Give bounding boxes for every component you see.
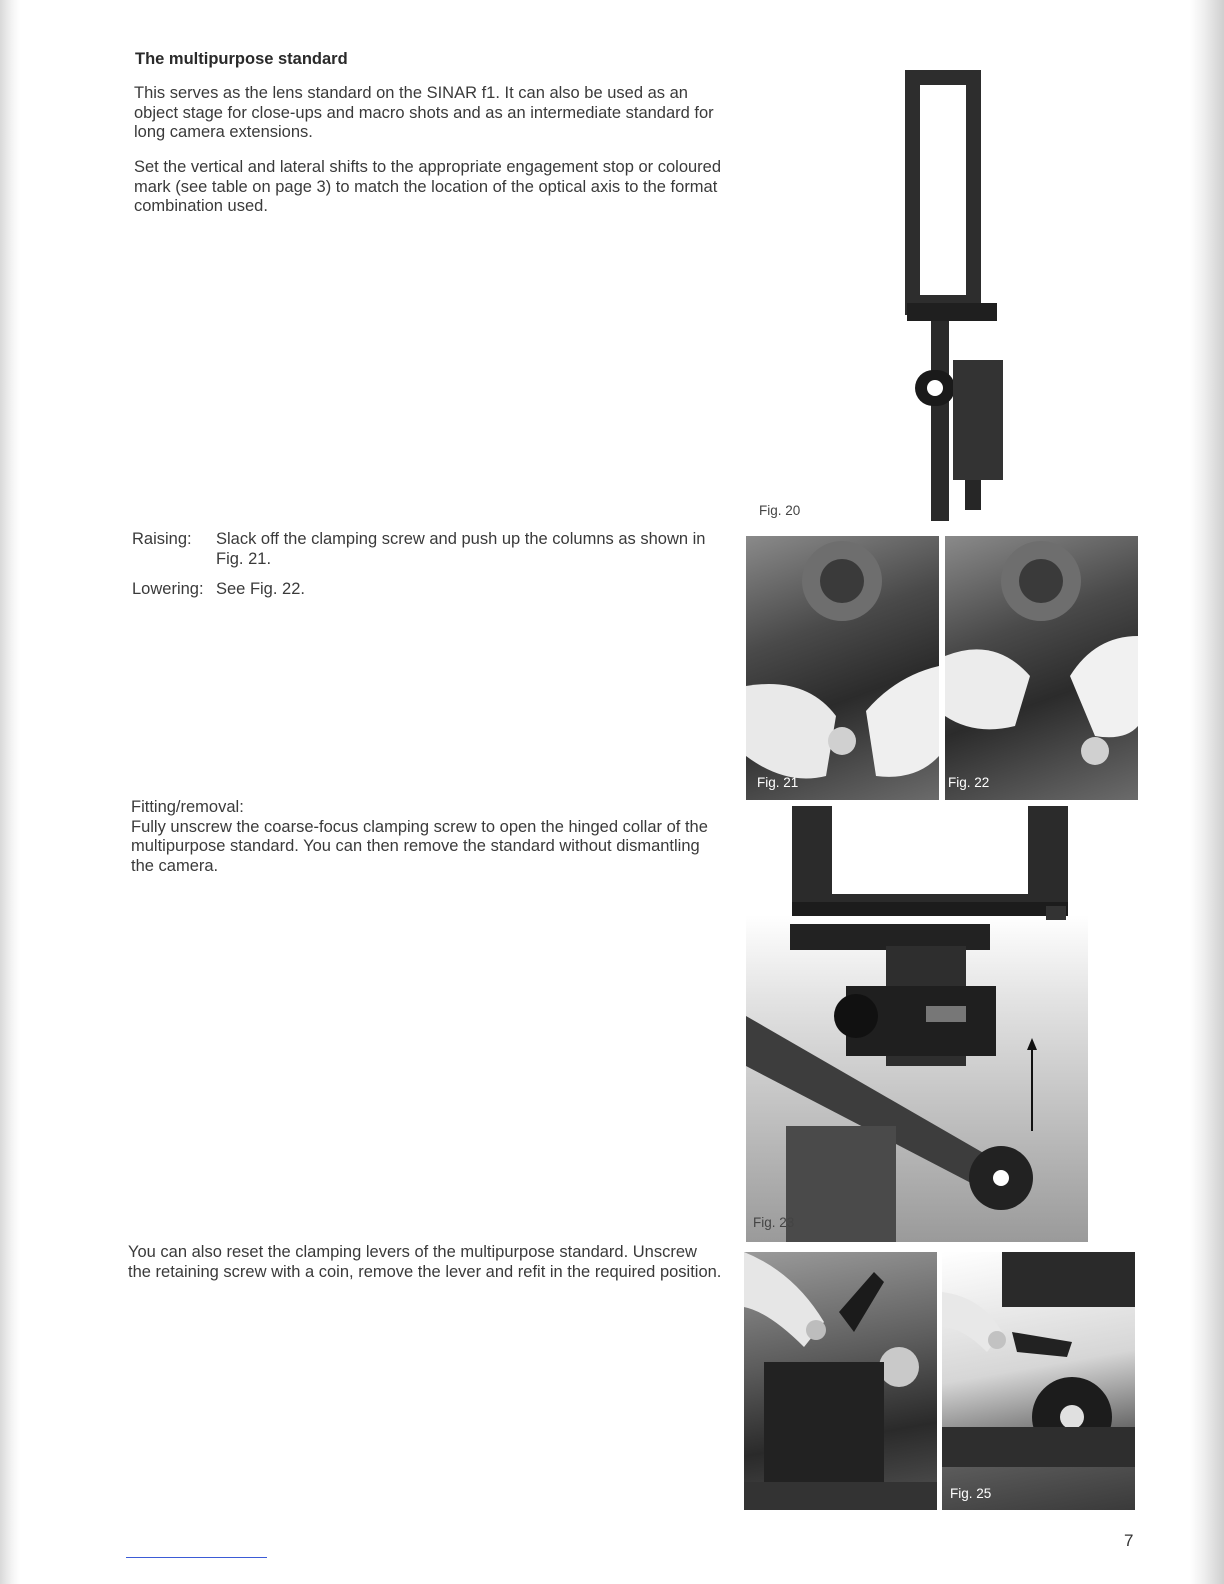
figure-20	[895, 65, 1015, 525]
fig-20-caption: Fig. 20	[759, 503, 801, 518]
fig-22-caption: Fig. 22	[948, 775, 990, 790]
lowering-term: Lowering:	[132, 580, 204, 598]
standard-illustration	[895, 65, 1015, 525]
lowering-text: See Fig. 22.	[216, 580, 305, 598]
shift-paragraph: Set the vertical and lateral shifts to the appropriate engagement stop or coloured mark (see table on page 3) to match the location of the optical axis to the format combination used.	[134, 158, 722, 215]
page-edge-right	[1190, 0, 1224, 1584]
fig-23-caption: Fig. 23	[753, 1215, 795, 1230]
hands-lowering-illustration	[945, 536, 1138, 800]
fig-25-caption: Fig. 25	[950, 1486, 992, 1501]
intro-paragraph: This serves as the lens standard on the SINAR f1. It can also be used as an object stage for close-ups and macro shots and as an intermediate standard for long camera extensions.	[134, 84, 714, 141]
coin-screw-illustration	[744, 1252, 937, 1510]
figure-21	[746, 536, 939, 800]
figure-24	[744, 1252, 937, 1510]
fitting-removal-block	[131, 798, 723, 876]
figure-25	[942, 1252, 1135, 1510]
raising-definition	[132, 530, 724, 569]
raising-text: Slack off the clamping screw and push up the columns as shown in Fig. 21.	[216, 530, 706, 568]
hands-raising-illustration	[746, 536, 939, 800]
footer-link-line	[126, 1557, 267, 1558]
fitting-title: Fitting/removal:	[131, 798, 244, 816]
raising-term: Raising:	[132, 530, 192, 548]
lever-refit-illustration	[942, 1252, 1135, 1510]
figure-22	[945, 536, 1138, 800]
page-number: 7	[1124, 1531, 1134, 1550]
section-heading: The multipurpose standard	[135, 50, 348, 68]
page-edge-left	[0, 0, 20, 1584]
fig-21-caption: Fig. 21	[757, 775, 799, 790]
fitting-text: Fully unscrew the coarse-focus clamping screw to open the hinged collar of the multipurpose standard. You can then remove the standard without dismantling the camera.	[131, 817, 708, 875]
lowering-definition	[132, 580, 724, 600]
figure-23	[746, 806, 1088, 1242]
standard-on-rail-illustration	[746, 806, 1088, 1242]
reset-levers-paragraph: You can also reset the clamping levers of the multipurpose standard. Unscrew the retaining screw with a coin, remove the lever and refit in the required position.	[128, 1243, 722, 1281]
